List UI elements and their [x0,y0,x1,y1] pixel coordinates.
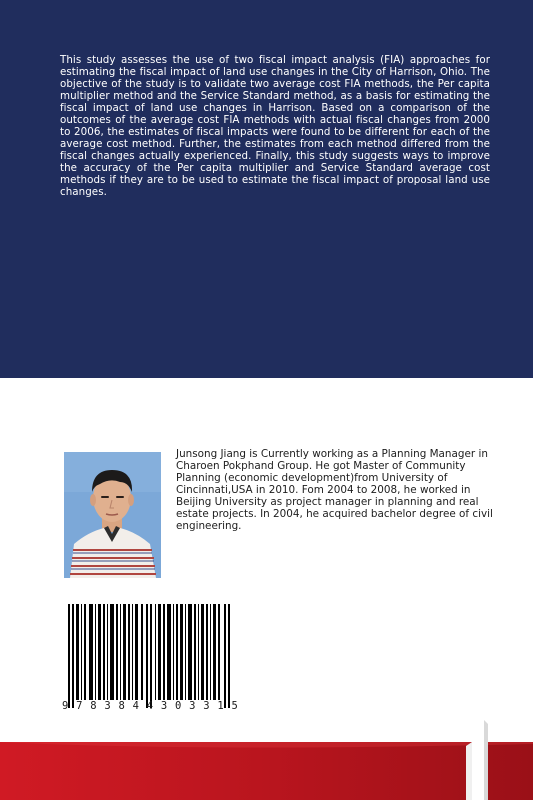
isbn-digit: 7 [76,700,83,712]
isbn-digit: 3 [203,700,210,712]
isbn-digit: 4 [146,700,154,712]
abstract-panel [0,0,533,378]
isbn-digit: 4 [132,700,139,712]
publisher-logo-icon [462,716,498,800]
author-photo [64,452,161,578]
author-bio: Junsong Jiang is Currently working as a Planning Manager in Charoen Pokphand Group. He got Master of Community Planning (economic development)from University of Cincinnati,USA in 2010. Fom 2004 to 2008, he worked in Beijing University as project manager in planning and real estate projects. In 2004, he acquired bachelor degree of civil engineering. [176,448,493,532]
isbn-digit: 3 [189,700,196,712]
isbn-digit: 0 [175,700,182,712]
isbn-digit: 5 [231,700,238,712]
isbn-digit: 8 [118,700,125,712]
isbn-digits [62,700,238,712]
isbn-barcode [62,604,236,714]
isbn-digit: 3 [160,700,168,712]
red-footer-band [0,742,533,800]
isbn-digit: 8 [90,700,97,712]
isbn-digit: 9 [62,700,69,712]
isbn-digit: 3 [104,700,111,712]
abstract-text: This study assesses the use of two fiscal impact analysis (FIA) approaches for estimating the fiscal impact of land use changes in the City of Harrison, Ohio. The objective of the study is to validate two average cost FIA methods, the Per capita multiplier method and the Service Standard method, as a basis for estimating the fiscal impact of land use changes in Harrison. Based on a comparison of the outcomes of the average cost FIA methods with actual fiscal changes from 2000 to 2006, the estimates of fiscal impacts were found to be different for each of the average cost method. Further, the estimates from each method differed from the fiscal changes actually experienced. Finally, this study suggests ways to improve the accuracy of the Per capita multiplier and Service Standard average cost methods if they are to be used to estimate the fiscal impact of proposal land use changes. [60,54,490,198]
isbn-digit: 1 [217,700,224,712]
